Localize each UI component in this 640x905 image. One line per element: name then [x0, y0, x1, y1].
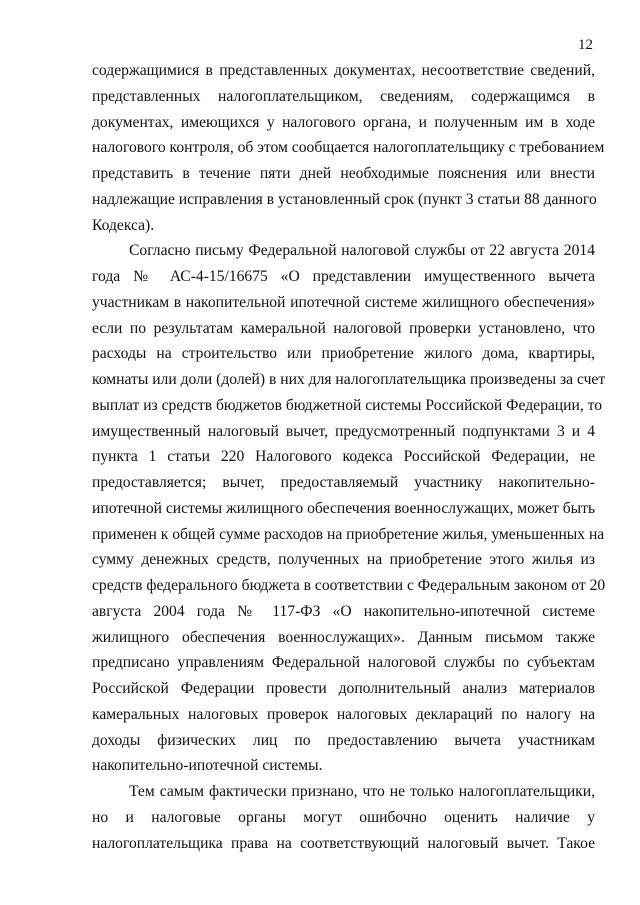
text-line: Согласно письму Федеральной налоговой службы от 22 августа 2014	[129, 242, 595, 260]
text-line: предоставляется; вычет, предоставляемый участнику накопительно-	[92, 474, 595, 491]
text-line: но и налоговые органы могут ошибочно оценить наличие у	[92, 808, 595, 826]
text-line: пункта 1 статьи 220 Налогового кодекса Российской Федерации, не	[92, 448, 595, 466]
paragraph	[92, 58, 605, 238]
text-line: налогоплательщика права на соответствующий налоговый вычет. Такое	[92, 834, 595, 852]
text-line: средств федерального бюджета в соответствии с Федеральным законом от 20	[92, 577, 606, 594]
text-line: представленных налогоплательщиком, сведениям, содержащимся в	[92, 87, 595, 105]
text-line: Тем самым фактически признано, что не только налогоплательщики,	[129, 783, 595, 800]
text-line: расходы на строительство или приобретение жилого дома, квартиры,	[92, 345, 595, 363]
document-body	[92, 58, 606, 856]
text-line: камеральных налоговых проверок налоговых деклараций по налогу на	[92, 705, 595, 723]
paragraph	[92, 238, 606, 779]
text-line: документах, имеющихся у налогового органа, и полученным им в ходе	[92, 113, 595, 131]
paragraph	[92, 779, 595, 856]
text-line: надлежащие исправления в установленный срок (пункт 3 статьи 88 данного	[92, 190, 597, 208]
page-number: 12	[578, 37, 593, 53]
text-line: содержащимися в представленных документах, несоответствие сведений,	[92, 62, 595, 79]
text-line: если по результатам камеральной налоговой проверки установлено, что	[92, 319, 595, 337]
text-line: Российской Федерации провести дополнительный анализ материалов	[92, 680, 595, 697]
text-line: предписано управлениям Федеральной налоговой службы по субъектам	[92, 654, 595, 672]
text-line: накопительно-ипотечной системы.	[92, 757, 323, 775]
text-line: Кодекса).	[92, 216, 155, 234]
text-line: ипотечной системы жилищного обеспечения военнослужащих, может быть	[92, 499, 596, 517]
text-line: представить в течение пяти дней необходимые пояснения или внести	[92, 165, 595, 182]
text-line: комнаты или доли (долей) в них для налогоплательщика произведены за счет	[92, 371, 606, 388]
text-line: имущественный налоговый вычет, предусмотренный подпунктами 3 и 4	[92, 422, 595, 440]
text-line: года № АС-4-15/16675 «О представлении имущественного вычета	[92, 268, 595, 285]
text-line: доходы физических лиц по предоставлению вычета участникам	[92, 731, 595, 749]
text-line: августа 2004 года № 117-ФЗ «О накопительно-ипотечной системе	[92, 602, 595, 620]
text-line: налогового контроля, об этом сообщается налогоплательщику с требованием	[92, 139, 605, 157]
text-line: участникам в накопительной ипотечной системе жилищного обеспечения»	[92, 293, 595, 311]
text-line: выплат из средств бюджетов бюджетной системы Российской Федерации, то	[92, 396, 603, 414]
text-line: сумму денежных средств, полученных на приобретение этого жилья из	[92, 551, 595, 569]
text-line: жилищного обеспечения военнослужащих». Данным письмом также	[92, 628, 595, 646]
text-line: применен к общей сумме расходов на приобретение жилья, уменьшенных на	[92, 525, 605, 543]
